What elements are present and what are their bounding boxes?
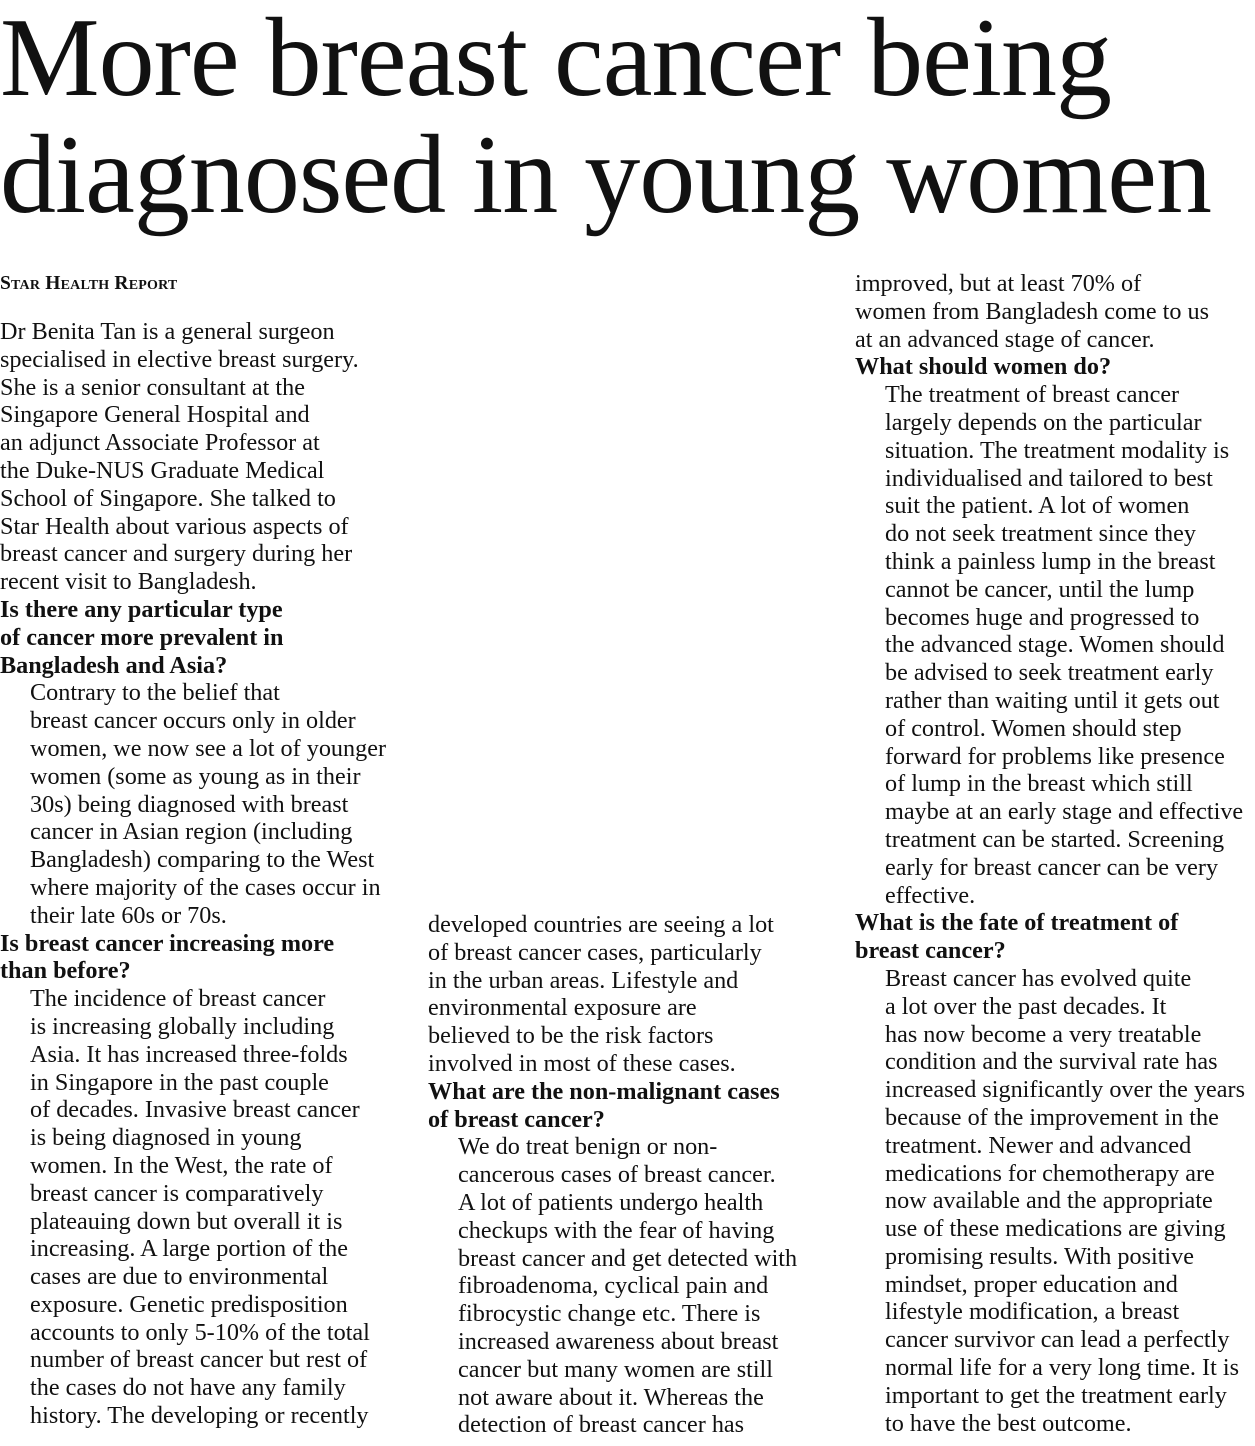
text-line: has now become a very treatable — [885, 1020, 1202, 1048]
text-line: A lot of patients undergo health — [458, 1188, 764, 1216]
text-line: Contrary to the belief that — [30, 679, 280, 707]
text-line: an adjunct Associate Professor at — [0, 429, 320, 457]
text-line: is being diagnosed in young — [30, 1124, 302, 1152]
text-line: maybe at an early stage and effective — [885, 798, 1244, 826]
text-line: Breast cancer has evolved quite — [885, 964, 1192, 992]
text-line: cancer survivor can lead a perfectly — [885, 1326, 1230, 1354]
headline-line-1: More breast cancer being — [0, 0, 1111, 120]
text-line: in the urban areas. Lifestyle and — [428, 966, 739, 994]
text-line: detection of breast cancer has — [458, 1411, 745, 1439]
text-line: increasing. A large portion of the — [30, 1235, 348, 1263]
text-line: do not seek treatment since they — [885, 520, 1196, 548]
text-line: Bangladesh and Asia? — [0, 651, 228, 679]
text-line: lifestyle modification, a breast — [885, 1298, 1180, 1326]
text-line: treatment. Newer and advanced — [885, 1131, 1192, 1159]
column-2 — [428, 270, 828, 1446]
text-line: the advanced stage. Women should — [885, 631, 1225, 659]
text-line: women (some as young as in their — [30, 762, 361, 790]
text-line: not aware about it. Whereas the — [458, 1383, 764, 1411]
text-line: What should women do? — [855, 353, 1112, 381]
text-line: exposure. Genetic predisposition — [30, 1290, 348, 1318]
text-line: of cancer more prevalent in — [0, 623, 284, 651]
text-line: be advised to seek treatment early — [885, 659, 1214, 687]
text-line: because of the improvement in the — [885, 1103, 1219, 1131]
text-line: Asia. It has increased three-folds — [30, 1040, 348, 1068]
text-line: fibrocystic change etc. There is — [458, 1300, 761, 1328]
text-line: becomes huge and progressed to — [885, 603, 1200, 631]
text-line: breast cancer and surgery during her — [0, 540, 353, 568]
text-line: Bangladesh) comparing to the West — [30, 846, 375, 874]
text-line: condition and the survival rate has — [885, 1048, 1218, 1076]
text-line: the cases do not have any family — [30, 1374, 346, 1402]
intro-paragraph — [0, 318, 402, 596]
text-line: at an advanced stage of cancer. — [855, 325, 1155, 353]
text-line: breast cancer occurs only in older — [30, 707, 356, 735]
text-line: effective. — [885, 881, 976, 909]
text-line: Star Health about various aspects of — [0, 512, 349, 540]
text-line: normal life for a very long time. It is — [885, 1354, 1239, 1382]
text-line: increased awareness about breast — [458, 1327, 779, 1355]
text-line: Dr Benita Tan is a general surgeon — [0, 318, 335, 345]
text-line: of breast cancer cases, particularly — [428, 938, 762, 966]
text-line: fibroadenoma, cyclical pain and — [458, 1272, 769, 1300]
text-line: of control. Women should step — [885, 714, 1182, 742]
text-line: of lump in the breast which still — [885, 770, 1193, 798]
headline-line-2: diagnosed in young women — [0, 113, 1211, 237]
answer-3-continued — [855, 270, 1255, 353]
text-line: early for breast cancer can be very — [885, 853, 1219, 881]
text-line: improved, but at least 70% of — [855, 270, 1142, 297]
text-line: medications for chemotherapy are — [885, 1159, 1215, 1187]
text-line: accounts to only 5-10% of the total — [30, 1318, 370, 1346]
text-line: specialised in elective breast surgery. — [0, 345, 359, 373]
text-line: in Singapore in the past couple — [30, 1068, 329, 1096]
text-line: think a painless lump in the breast — [885, 547, 1216, 575]
question-2 — [0, 930, 402, 986]
text-line: individualised and tailored to best — [885, 464, 1213, 492]
text-line: increased significantly over the years — [885, 1076, 1245, 1104]
text-line: history. The developing or recently — [30, 1402, 369, 1430]
text-line: the Duke-NUS Graduate Medical — [0, 456, 325, 484]
text-line: 30s) being diagnosed with breast — [30, 790, 349, 818]
text-line: The treatment of breast cancer — [885, 381, 1180, 409]
text-line: suit the patient. A lot of women — [885, 492, 1190, 520]
text-line: their late 60s or 70s. — [30, 901, 227, 929]
answer-4 — [855, 381, 1255, 909]
text-line: cancer in Asian region (including — [30, 818, 353, 846]
text-line: rather than waiting until it gets out — [885, 686, 1220, 714]
text-line: developed countries are seeing a lot — [428, 911, 774, 938]
text-line: She is a senior consultant at the — [0, 373, 305, 401]
text-line: use of these medications are giving — [885, 1215, 1226, 1243]
text-line: cases are due to environmental — [30, 1263, 329, 1291]
headline — [0, 0, 1255, 237]
text-line: What is the fate of treatment of — [855, 909, 1179, 937]
text-line: situation. The treatment modality is — [885, 436, 1230, 464]
text-line: cancer but many women are still — [458, 1355, 773, 1383]
text-line: a lot over the past decades. It — [885, 992, 1167, 1020]
answer-2-continued — [428, 911, 828, 1078]
text-line: What are the non-malignant cases — [428, 1077, 780, 1105]
text-line: of decades. Invasive breast cancer — [30, 1096, 360, 1124]
text-line: number of breast cancer but rest of — [30, 1346, 368, 1374]
text-line: than before? — [0, 957, 131, 985]
text-line: breast cancer and get detected with — [458, 1244, 798, 1272]
text-line: involved in most of these cases. — [428, 1049, 736, 1077]
text-line: School of Singapore. She talked to — [0, 484, 336, 512]
text-line: breast cancer? — [855, 937, 1006, 965]
text-line: women. In the West, the rate of — [30, 1151, 333, 1179]
byline: Star Health Report — [0, 273, 178, 294]
text-line: largely depends on the particular — [885, 408, 1202, 436]
text-line: Singapore General Hospital and — [0, 401, 310, 429]
text-line: to have the best outcome. — [885, 1409, 1132, 1437]
text-line: women, we now see a lot of younger — [30, 734, 386, 762]
text-line: We do treat benign or non- — [458, 1133, 718, 1161]
text-line: where majority of the cases occur in — [30, 873, 381, 901]
answer-5 — [855, 965, 1255, 1438]
text-line: checkups with the fear of having — [458, 1216, 775, 1244]
text-line: forward for problems like presence — [885, 742, 1225, 770]
text-line: of breast cancer? — [428, 1105, 605, 1133]
text-line: plateauing down but overall it is — [30, 1207, 343, 1235]
text-line: cancerous cases of breast cancer. — [458, 1161, 776, 1189]
text-line: believed to be the risk factors — [428, 1022, 714, 1050]
text-line: recent visit to Bangladesh. — [0, 568, 257, 596]
question-3 — [428, 1078, 828, 1134]
answer-3 — [428, 1133, 828, 1439]
column-3 — [855, 270, 1255, 1446]
text-line: mindset, proper education and — [885, 1270, 1178, 1298]
question-1 — [0, 596, 402, 679]
question-5 — [855, 909, 1255, 965]
text-line: is increasing globally including — [30, 1012, 335, 1040]
answer-1 — [0, 679, 402, 929]
text-line: important to get the treatment early — [885, 1381, 1227, 1409]
text-line: now available and the appropriate — [885, 1187, 1213, 1215]
text-line: cannot be cancer, until the lump — [885, 575, 1195, 603]
text-line: promising results. With positive — [885, 1242, 1194, 1270]
answer-2 — [0, 985, 402, 1430]
text-line: women from Bangladesh come to us — [855, 297, 1210, 325]
text-line: treatment can be started. Screening — [885, 825, 1225, 853]
text-line: The incidence of breast cancer — [30, 985, 326, 1013]
column-1 — [0, 270, 402, 1446]
text-line: environmental exposure are — [428, 994, 697, 1022]
text-line: Is there any particular type — [0, 595, 283, 623]
question-4 — [855, 353, 1255, 381]
text-line: breast cancer is comparatively — [30, 1179, 324, 1207]
text-line: Is breast cancer increasing more — [0, 929, 335, 957]
